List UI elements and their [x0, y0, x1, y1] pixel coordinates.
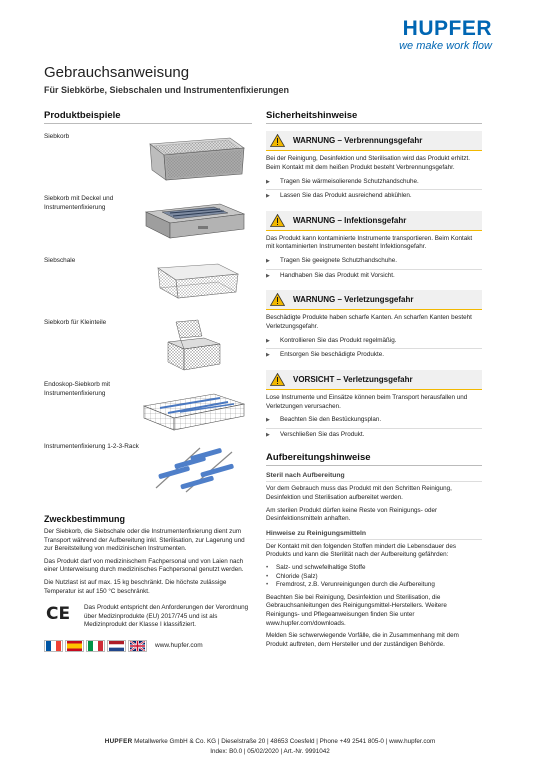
agents-list-item: • Salz- und schwefelhaltige Stoffe [266, 564, 482, 573]
sterile-subheading: Steril nach Aufbereitung [266, 470, 482, 482]
warning-title: VORSICHT – Verletzungsgefahr [293, 374, 413, 384]
document-subtitle: Für Siebkörbe, Siebschalen und Instrumentenfixierungen [44, 85, 290, 95]
warning-bullet: ▶ Lassen Sie das Produkt ausreichend abkühlen. [266, 190, 482, 204]
processing-paragraph: Am sterilen Produkt dürfen keine Reste von Reinigungs- oder Desinfektionsmitteln anhaften. [266, 506, 438, 523]
warning-title: WARNUNG – Infektionsgefahr [293, 215, 407, 225]
product-label: Siebkorb [44, 133, 70, 140]
page-footer [0, 737, 540, 757]
processing-paragraph: Beachten Sie bei Reinigung, Desinfektion und Sterilisation, die Gebrauchsanleitungen des Reinigungsmittel-Herstellers. Weitere Reinigungs- und Pflegeanweisungen finden Sie unter www.hupfer.com/downloads. [266, 593, 447, 627]
flag-italy-icon [86, 640, 105, 652]
logo-brand: HUPFER [402, 17, 492, 40]
covered-basket-illustration [140, 192, 248, 252]
logo-tagline: we make work flow [399, 40, 492, 52]
warning-title: WARNUNG – Verbrennungsgefahr [293, 136, 423, 145]
ce-mark-icon: CE [46, 604, 71, 625]
product-item [44, 128, 252, 190]
mesh-tray-illustration [140, 254, 248, 314]
warning-header [266, 211, 482, 231]
warning-bullet: ▶ Verschließen Sie das Produkt. [266, 429, 482, 443]
right-column [266, 110, 482, 653]
flag-spain-icon [65, 640, 84, 652]
product-label: Siebkorb mit Deckel und Instrumentenfixierung [44, 195, 114, 211]
left-column [44, 110, 252, 652]
warning-title: WARNUNG – Verletzungsgefahr [293, 295, 414, 305]
flag-netherlands-icon [107, 640, 126, 652]
product-item [44, 190, 252, 252]
footer-index: Index: B0.0 | 05/02/2020 | Art.-Nr. 9991042 [210, 748, 330, 755]
purpose-paragraph: Die Nutzlast ist auf max. 15 kg beschränkt. Die höchste zulässige Temperatur ist auf 150 °C beschränkt. [44, 578, 227, 595]
company-logo [399, 18, 492, 52]
warning-text: Das Produkt kann kontaminierte Instrumente transportieren. Beim Kontakt mit kontaminierten Instrumenten besteht Infektionsgefahr. [266, 234, 473, 251]
warning-block [266, 211, 482, 284]
small-parts-basket-illustration [140, 316, 248, 376]
processing-paragraph: Melden Sie schwerwiegende Vorfälle, die in Zusammenhang mit dem Produkt auftreten, dem Hersteller und der zuständigen Behörde. [266, 632, 459, 648]
warning-header [266, 131, 482, 151]
safety-heading: Sicherheitshinweise [266, 110, 482, 124]
product-label: Siebkorb für Kleinteile [44, 319, 107, 326]
product-label: Instrumentenfixierung 1-2-3-Rack [44, 443, 139, 450]
warning-bullet: ▶ Beachten Sie den Bestückungsplan. [266, 414, 482, 429]
warning-triangle-icon [270, 134, 285, 147]
purpose-paragraph: Der Siebkorb, die Siebschale oder die Instrumentenfixierung dient zum Transport während der Aufbereitung inkl. Sterilisation, zur Lagerung und zur Bereitstellung von medizinischen Instrumenten. [44, 528, 245, 553]
warning-text: Beschädigte Produkte haben scharfe Kanten. An scharfen Kanten besteht Verletzungsgefahr. [266, 314, 472, 330]
warning-block [266, 370, 482, 443]
flag-france-icon [44, 640, 63, 652]
product-item [44, 252, 252, 314]
warning-text: Lose Instrumente und Einsätze können beim Transport herausfallen und Verletzungen verursachen. [266, 393, 468, 410]
warning-bullet: ▶ Tragen Sie wärmeisolierende Schutzhandschuhe. [266, 176, 482, 191]
ce-text: Das Produkt entspricht den Anforderungen der Verordnung über Medizinprodukte (EU) 2017/745 und ist als Medizinprodukt der Klasse I klassifiziert. [84, 604, 249, 629]
purpose-paragraph: Das Produkt darf von medizinischem Fachpersonal und von Laien nach einer Unterweisung durch medizinisches Fachpersonal genutzt werden. [44, 557, 244, 574]
warning-text: Bei der Reinigung, Desinfektion und Sterilisation wird das Produkt erhitzt. Beim Kontakt mit dem heißen Produkt besteht Verbrennungsgefahr. [266, 155, 471, 171]
warning-block [266, 290, 482, 363]
warning-bullet: ▶ Kontrollieren Sie das Produkt regelmäßig. [266, 335, 482, 350]
footer-address-text: Metallwerke GmbH & Co. KG | Dieselstraße 20 | 48653 Coesfeld | Phone +49 2541 805-0 | www.hupfer.com [132, 738, 436, 745]
mesh-basket-illustration [140, 130, 248, 190]
ce-conformity [44, 604, 252, 630]
endoscope-basket-illustration [140, 378, 248, 438]
warning-bullet: ▶ Handhaben Sie das Produkt mit Vorsicht. [266, 270, 482, 284]
instrument-rack-illustration [140, 440, 248, 500]
language-flags [44, 640, 252, 652]
warning-bullet: ▶ Tragen Sie geeignete Schutzhandschuhe. [266, 255, 482, 270]
warning-header [266, 290, 482, 310]
product-label: Endoskop-Siebkorb mit Instrumentenfixierung [44, 381, 111, 397]
footer-brand: HUPFER [104, 738, 133, 745]
flag-uk-icon [128, 640, 147, 652]
purpose-heading: Zweckbestimmung [44, 514, 126, 524]
product-item [44, 376, 252, 438]
warning-bullet: ▶ Entsorgen Sie beschädigte Produkte. [266, 349, 482, 363]
processing-heading: Aufbereitungshinweise [266, 452, 482, 466]
warning-block [266, 131, 482, 204]
website-link[interactable]: www.hupfer.com [155, 642, 203, 650]
agents-intro: Der Kontakt mit den folgenden Stoffen mindert die Lebensdauer des Produkts und kann die Sterilität nach der Aufbereitung gefährden: [266, 542, 456, 559]
footer-address [0, 737, 540, 747]
product-label: Siebschale [44, 257, 76, 264]
agents-list-item: • Chloride (Salz) [266, 573, 482, 582]
warning-triangle-icon [270, 293, 285, 306]
products-heading: Produktbeispiele [44, 110, 252, 124]
document-title: Gebrauchsanweisung [44, 64, 190, 81]
agents-list-item: • Fremdrost, z.B. Verunreinigungen durch die Aufbereitung [266, 581, 482, 590]
processing-paragraph: Vor dem Gebrauch muss das Produkt mit den Schritten Reinigung, Desinfektion und Sterilisation aufbereitet werden. [266, 485, 452, 501]
agents-subheading: Hinweise zu Reinigungsmitteln [266, 528, 482, 540]
product-item [44, 314, 252, 376]
product-item [44, 438, 252, 500]
warning-triangle-icon [270, 373, 285, 386]
warning-triangle-icon [270, 214, 285, 227]
warning-header [266, 370, 482, 390]
